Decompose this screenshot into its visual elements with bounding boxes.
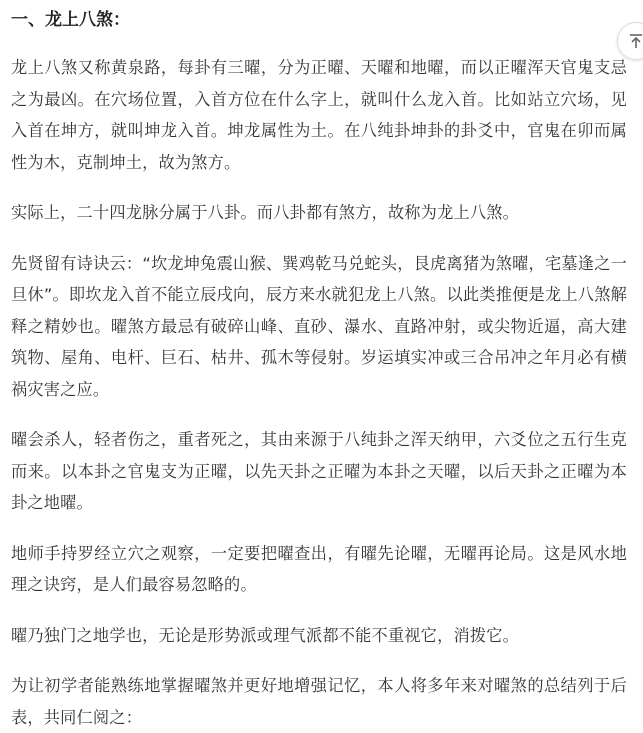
paragraph: 为让初学者能熟练地掌握曜煞并更好地增强记忆，本人将多年来对曜煞的总结列于后表，共同仁阅之： [11,676,627,727]
paragraph: 地师手持罗经立穴之观察，一定要把曜查出，有曜先论曜，无曜再论局。这是风水地理之诀窍，是人们最容易忽略的。 [11,543,627,594]
arrow-up-to-line-icon [627,32,643,50]
article [11,0,627,733]
section-heading: 一、龙上八煞： [11,10,130,30]
paragraph: 实际上，二十四龙脉分属于八卦。而八卦都有煞方，故称为龙上八煞。 [11,203,520,222]
paragraph: 龙上八煞又称黄泉路，每卦有三曜，分为正曜、天曜和地曜，而以正曜浑天官鬼支忌之为最凶。在穴场位置，入首方位在什么字上，就叫什么龙入首。比如站立穴场，见入首在坤方，就叫坤龙入首。坤龙属性为土。在八纯卦坤卦的卦爻中，官鬼在卯而属性为木，克制坤土，故为煞方。 [11,58,627,172]
paragraph: 曜乃独门之地学也，无论是形势派或理气派都不能不重视它，消拨它。 [11,625,520,645]
paragraph: 曜会杀人，轻者伤之，重者死之，其由来源于八纯卦之浑天纳甲，六爻位之五行生克而来。以本卦之官鬼支为正曜，以先天卦之正曜为本卦之天曜，以后天卦之正曜为本卦之地曜。 [11,430,627,512]
paragraph: 先贤留有诗诀云：“坎龙坤兔震山猴、巽鸡乾马兑蛇头，艮虎离猪为煞曜，宅墓逢之一旦休”。即坎龙入首不能立辰戌向，辰方来水就犯龙上八煞。以此类推便是龙上八煞解释之精妙也。曜煞方最忌有破碎山峰、直砂、瀑水、直路冲射，或尖物近逼，高大建筑物、屋角、电杆、巨石、枯井、孤木等侵射。岁运填实冲或三合吊冲之年月必有横祸灾害之应。 [11,253,627,399]
